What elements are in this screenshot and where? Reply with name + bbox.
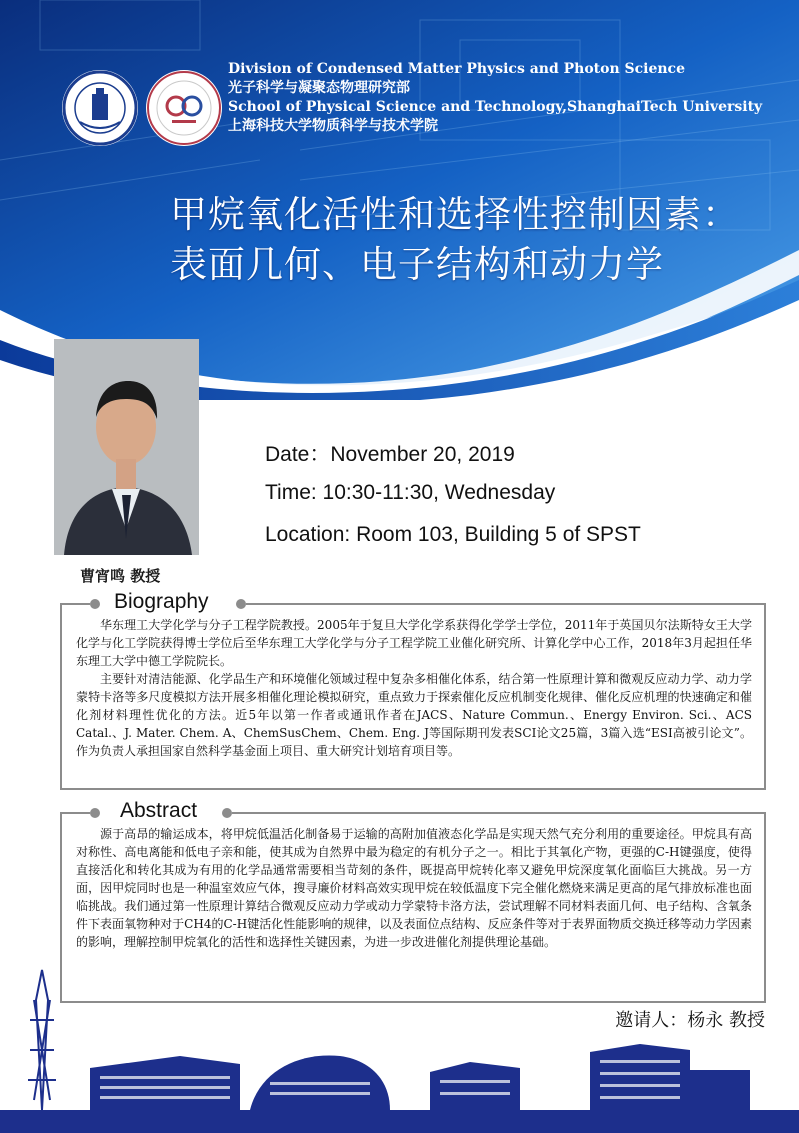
header-text-block	[228, 60, 762, 136]
speaker-name: 曹宵鸣 教授	[80, 567, 161, 585]
title-line-1: 甲烷氧化活性和选择性控制因素：	[170, 193, 740, 236]
school-english: School of Physical Science and Technology,ShanghaiTech University	[228, 99, 763, 115]
talk-title	[170, 190, 790, 290]
abstract-heading: Abstract	[120, 799, 198, 822]
speaker-photo	[54, 339, 199, 555]
host-label: 邀请人：杨永 教授	[615, 1010, 765, 1031]
university-seal-logo	[62, 70, 138, 146]
event-location: Location: Room 103, Building 5 of SPST	[265, 523, 641, 546]
abstract-paragraph: 源于高昂的输运成本，将甲烷低温活化制备易于运输的高附加值液态化学品是实现天然气充分利用的重要途径。甲烷具有高对称性、高电离能和低电子亲和能，使其成为自然界中最为稳定的有机分子之一。相比于其氧化产物，更强的C-H键强度，使得直接活化和转化其成为有用的化学品通常需要相当苛刻的条件，既提高甲烷转化率又避免甲烷深度氧化面临巨大挑战。另一方面，因甲烷同时也是一种温室效应气体，搜寻廉价材料高效实现甲烷在较低温度下完全催化燃烧来满足更高的尾气排放标准也面临挑战。我们通过第一性原理计算结合微观反应动力学或动力学蒙特卡洛方法，尝试理解不同材料表面几何、电子结构、含氧条件下表面氧物种对于CH4的C-H键活化性能影响的规律，以及表面位点结构、反应条件等对于表界面物质交换迁移等动力学因素的影响，理解控制甲烷氧化的活性和选择性关键因素，为进一步改进催化剂提供理论基础。	[76, 827, 752, 949]
biography-box	[60, 604, 766, 790]
biography-paragraph-2: 主要针对清洁能源、化学品生产和环境催化领域过程中复杂多相催化体系，结合第一性原理计算和微观反应动力学、动力学蒙特卡洛等多尺度模拟方法开展多相催化理论模拟研究，重点致力于探索催化反应机制变化规律、催化反应机理的快速确定和催化剂材料理性优化的方法。近5年以第一作者或通讯作者在JACS、Nature Commun.、Energy Environ. Sci.、ACS Catal.、J. Mater. Chem. A、ChemSusChem、Chem. Eng. J等国际期刊发表SCI论文25篇，3篇入选“ESI高被引论文”。作为负责人承担国家自然科学基金面上项目、重大研究计划培育项目等。	[76, 672, 752, 758]
event-date: Date：November 20, 2019	[265, 443, 515, 466]
division-chinese: 光子科学与凝聚态物理研究部	[228, 80, 410, 96]
title-line-2: 表面几何、电子结构和动力学	[170, 243, 664, 286]
school-chinese: 上海科技大学物质科学与技术学院	[228, 118, 438, 134]
campus-skyline	[0, 960, 799, 1133]
biography-paragraph-1: 华东理工大学化学与分子工程学院教授。2005年于复旦大学化学系获得化学学士学位，2011年于英国贝尔法斯特女王大学化学与化工学院获得博士学位后至华东理工大学化学与分子工程学院工业催化研究所、计算化学中心工作，2018年3月起担任华东理工大学中德工学院院长。	[76, 618, 752, 668]
biography-heading: Biography	[114, 590, 209, 613]
dps-logo	[146, 70, 222, 146]
division-english: Division of Condensed Matter Physics and Photon Science	[228, 61, 685, 77]
event-time: Time: 10:30-11:30, Wednesday	[265, 481, 556, 504]
